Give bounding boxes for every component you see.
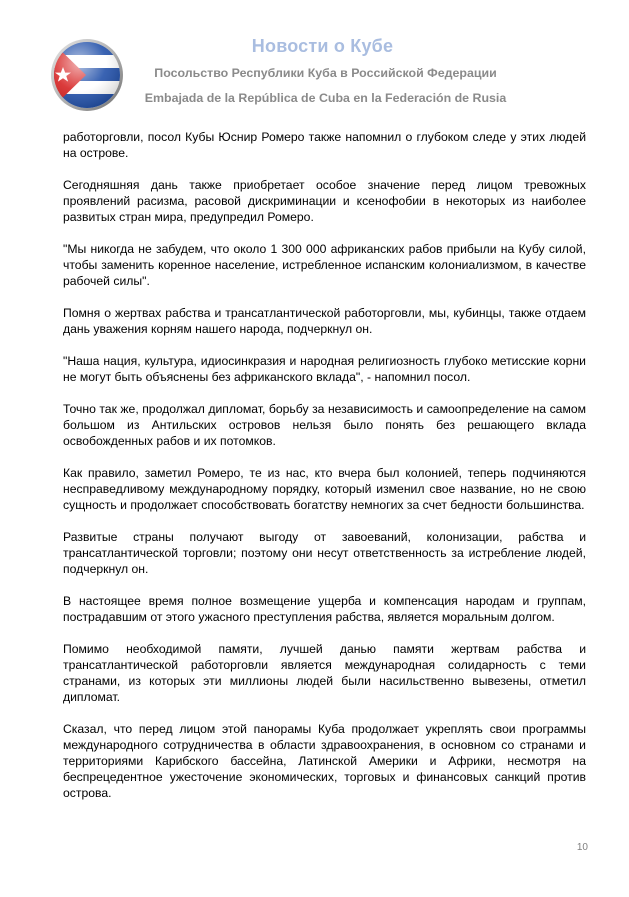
- site-title: Новости о Кубе: [251, 36, 394, 56]
- article-paragraph: Помня о жертвах рабства и трансатлантической работорговли, мы, кубинцы, также отдаем дань уважения корням нашего народа, подчеркнул он.: [63, 306, 586, 336]
- article-paragraph: Точно так же, продолжал дипломат, борьбу за независимость и самоопределение на самом большом из Антильских островов нельзя было понять без решающего вклада освобожденных рабов и их потомков.: [63, 402, 586, 448]
- page-header: [0, 0, 629, 125]
- article-paragraph: "Наша нация, культура, идиосинкразия и народная религиозность глубоко метисские корни не могут быть объяснены без африканского вклада", - напомнил посол.: [63, 354, 586, 384]
- article-paragraph: Развитые страны получают выгоду от завоеваний, колонизации, рабства и трансатлантической торговли; поэтому они несут ответственность за истребление людей, подчеркнул он.: [63, 530, 586, 576]
- article-body: [63, 129, 586, 817]
- article-paragraph: "Мы никогда не забудем, что около 1 300 000 африканских рабов прибыли на Кубу силой, чтобы заменить коренное население, истребленное испанским колониализмом, в качестве рабочей силы".: [63, 242, 586, 288]
- article-paragraph: Помимо необходимой памяти, лучшей данью памяти жертвам рабства и трансатлантической работорговли является международная солидарность с теми странами, из которых эти миллионы людей были насильственно вывезены, отметил дипломат.: [63, 642, 586, 704]
- article-paragraph: работорговли, посол Кубы Юснир Ромеро также напомнил о глубоком следе у этих людей на острове.: [63, 130, 586, 160]
- article-paragraph: Как правило, заметил Ромеро, те из нас, кто вчера был колонией, теперь подчиняются несправедливому международному порядку, который изменил свое название, но не свою сущность и продолжает способствовать богатству немногих за счет бедности большинства.: [63, 466, 586, 512]
- embassy-name-russian: Посольство Республики Куба в Российской Федерации: [154, 66, 497, 80]
- article-paragraph: Сказал, что перед лицом этой панорамы Куба продолжает укреплять свои программы международного сотрудничества в области здравоохранения, в основном со странами и территориями Карибского бассейна, Латинской Америки и Африки, несмотря на беспрецедентное ужесточение экономических, торговых и финансовых санкций против острова.: [63, 722, 586, 800]
- article-paragraph: Сегодняшняя дань также приобретает особое значение перед лицом тревожных проявлений расизма, расовой дискриминации и ксенофобии в некоторых из наиболее развитых стран мира, предупредил Ромеро.: [63, 178, 586, 224]
- article-paragraph: В настоящее время полное возмещение ущерба и компенсация народам и группам, пострадавшим от этого ужасного преступления рабства, является моральным долгом.: [63, 594, 586, 624]
- embassy-name-spanish: Embajada de la República de Cuba en la Federación de Rusia: [144, 91, 507, 105]
- page-number: 10: [576, 842, 588, 853]
